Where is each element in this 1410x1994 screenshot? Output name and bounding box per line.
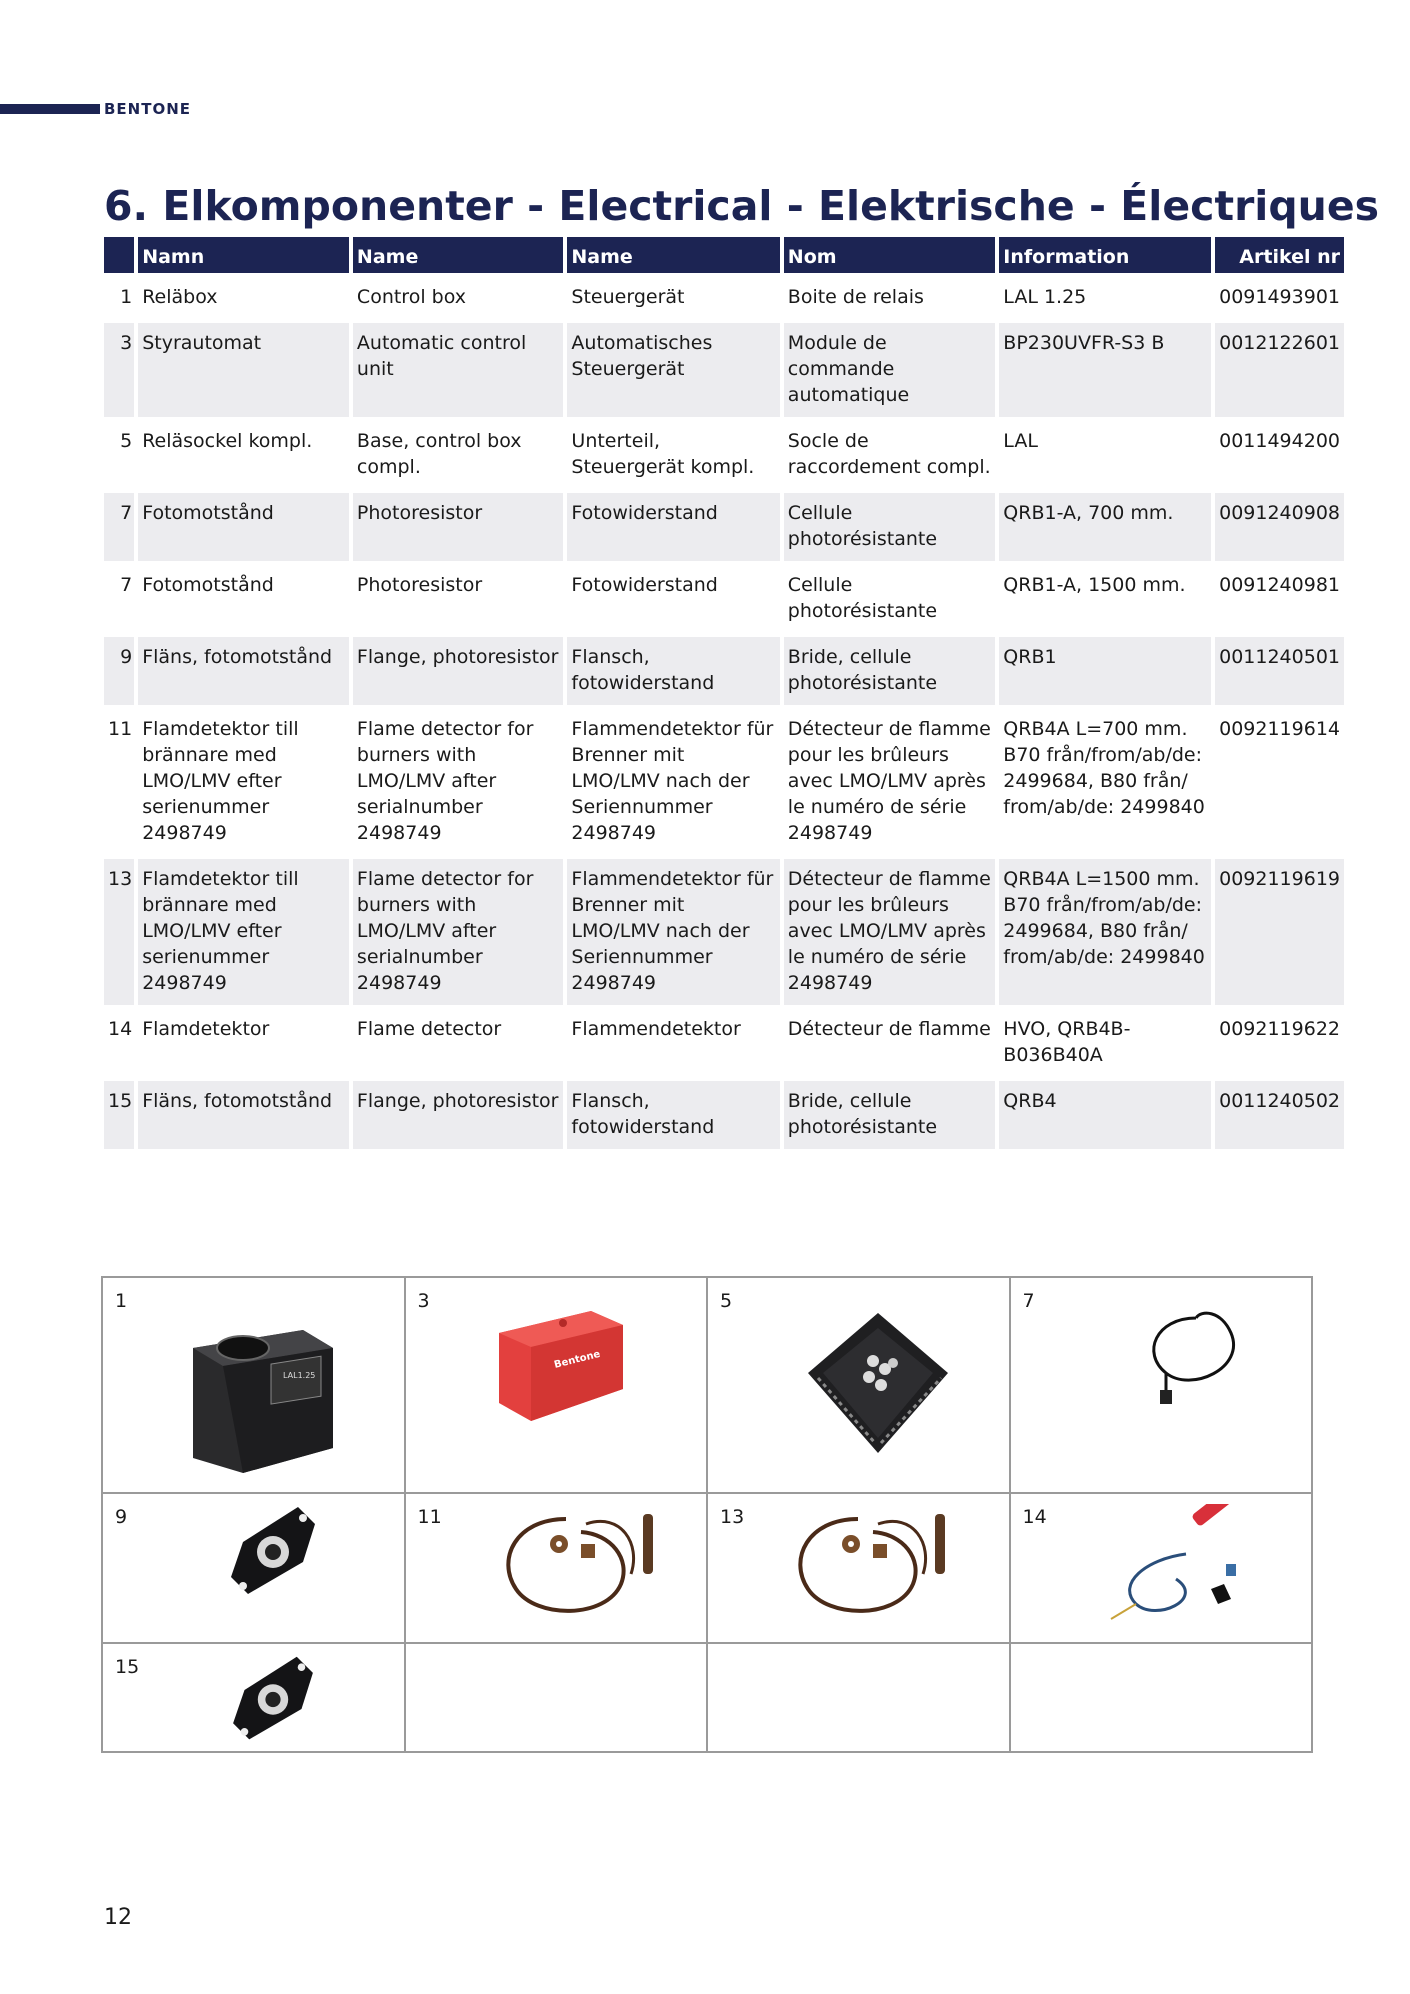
cell-number: 14 <box>1022 1506 1047 1528</box>
row-de: Unterteil, Steuergerät kompl. <box>571 430 755 478</box>
row-pos: 5 <box>120 430 133 452</box>
row-sv: Reläbox <box>142 286 218 308</box>
row-sv: Fläns, fotomotstånd <box>138 637 349 705</box>
row-en: Flame detector for burners with LMO/LMV after serialnumber 2498749 <box>353 859 563 1005</box>
image-cell <box>405 1277 708 1493</box>
image-cell <box>405 1493 708 1643</box>
row-fr: Boite de relais <box>787 286 924 308</box>
table-row <box>104 493 1344 561</box>
image-cell <box>102 1643 405 1752</box>
row-info: QRB4A L=700 mm. B70 från/from/ab/de: 2499684, B80 från/ from/ab/de: 2499840 <box>1003 718 1205 818</box>
row-en: Flame detector <box>356 1018 502 1040</box>
relay-box-label: LAL1.25 <box>283 1371 316 1380</box>
empty-cell <box>1010 1643 1313 1752</box>
table-row <box>104 709 1344 855</box>
cell-number: 15 <box>115 1656 140 1678</box>
relay-box-image <box>183 1308 343 1478</box>
row-pos: 1 <box>120 286 133 308</box>
row-en: Photoresistor <box>356 574 483 596</box>
row-fr: Socle de raccordement compl. <box>787 430 991 478</box>
row-art: 0011240501 <box>1215 637 1344 705</box>
row-fr: Détecteur de flamme pour les brûleurs avec LMO/LMV après le numéro de série 2498749 <box>784 859 996 1005</box>
control-unit-image <box>491 1293 631 1433</box>
header-nom: Nom <box>784 237 996 273</box>
table-row <box>104 277 1344 319</box>
row-info: LAL 1.25 <box>1003 286 1087 308</box>
row-en: Flange, photoresistor <box>353 1081 563 1149</box>
header-artikel-nr: Artikel nr <box>1215 237 1344 273</box>
row-fr: Module de commande automatique <box>784 323 996 417</box>
table-row <box>104 421 1344 489</box>
table-header-row <box>104 237 1344 273</box>
photoresistor-cable-image <box>1136 1298 1256 1408</box>
row-en: Flange, photoresistor <box>353 637 563 705</box>
row-info: QRB1-A, 700 mm. <box>999 493 1211 561</box>
row-fr: Cellule photorésistante <box>787 574 938 622</box>
flame-detector-hvo-image <box>1106 1504 1246 1629</box>
row-de: Fotowiderstand <box>571 574 718 596</box>
row-fr: Détecteur de flamme <box>787 1018 991 1040</box>
table-row <box>104 637 1344 705</box>
header-name-de: Name <box>567 237 779 273</box>
image-cell <box>1010 1277 1313 1493</box>
relay-base-image <box>803 1303 953 1463</box>
flame-detector-cable-image <box>783 1504 953 1629</box>
section-title: 6. Elkomponenter - Electrical - Elektrische - Électriques <box>104 182 1380 230</box>
cell-number: 13 <box>720 1506 745 1528</box>
row-pos: 11 <box>108 718 133 740</box>
parts-table <box>100 233 1348 1153</box>
image-cell <box>1010 1493 1313 1643</box>
flange-image <box>223 1652 323 1747</box>
row-en: Flame detector for burners with LMO/LMV after serialnumber 2498749 <box>356 718 534 844</box>
table-row <box>104 323 1344 417</box>
row-sv: Flamdetektor till brännare med LMO/LMV efter serienummer 2498749 <box>142 718 299 844</box>
row-info: HVO, QRB4B-B036B40A <box>1003 1018 1131 1066</box>
page-number: 12 <box>104 1905 132 1930</box>
row-en: Photoresistor <box>353 493 563 561</box>
control-unit-label: Bentone <box>552 1348 601 1371</box>
cell-number: 9 <box>115 1506 128 1528</box>
row-en: Control box <box>356 286 466 308</box>
cell-number: 1 <box>115 1290 128 1312</box>
product-image-grid <box>101 1276 1313 1753</box>
image-cell <box>707 1277 1010 1493</box>
row-art: 0012122601 <box>1215 323 1344 417</box>
table-row <box>104 565 1344 633</box>
row-art: 0091493901 <box>1219 286 1340 308</box>
row-en: Automatic control unit <box>353 323 563 417</box>
cell-number: 7 <box>1022 1290 1035 1312</box>
row-sv: Fläns, fotomotstånd <box>138 1081 349 1149</box>
row-info: QRB1-A, 1500 mm. <box>1003 574 1186 596</box>
cell-number: 11 <box>417 1506 442 1528</box>
row-pos: 3 <box>104 323 134 417</box>
row-de: Automatisches Steuergerät <box>567 323 779 417</box>
row-fr: Bride, cellule photorésistante <box>784 637 996 705</box>
row-pos: 7 <box>120 574 133 596</box>
row-de: Steuergerät <box>571 286 685 308</box>
table-row <box>104 1081 1344 1149</box>
header-namn: Namn <box>138 237 349 273</box>
row-pos: 9 <box>104 637 134 705</box>
brand-name: BENTONE <box>104 100 192 118</box>
row-pos: 14 <box>108 1018 133 1040</box>
row-art: 0092119622 <box>1219 1018 1340 1040</box>
row-info: QRB4 <box>999 1081 1211 1149</box>
row-pos: 13 <box>104 859 134 1005</box>
header-name-en: Name <box>353 237 563 273</box>
row-art: 0092119619 <box>1215 859 1344 1005</box>
image-cell <box>707 1493 1010 1643</box>
row-de: Flammendetektor für Brenner mit LMO/LMV nach der Seriennummer 2498749 <box>571 718 774 844</box>
brand-bar <box>0 104 100 114</box>
header-pos <box>104 237 134 273</box>
cell-number: 5 <box>720 1290 733 1312</box>
flange-image <box>223 1502 323 1602</box>
row-fr: Bride, cellule photorésistante <box>784 1081 996 1149</box>
row-sv: Reläsockel kompl. <box>142 430 313 452</box>
row-sv: Flamdetektor till brännare med LMO/LMV efter serienummer 2498749 <box>138 859 349 1005</box>
row-art: 0091240981 <box>1219 574 1340 596</box>
row-de: Flammendetektor <box>571 1018 741 1040</box>
row-sv: Fotomotstånd <box>142 574 274 596</box>
row-info: BP230UVFR-S3 B <box>999 323 1211 417</box>
row-art: 0091240908 <box>1215 493 1344 561</box>
flame-detector-cable-image <box>491 1504 661 1629</box>
table-row <box>104 1009 1344 1077</box>
row-info: QRB1 <box>999 637 1211 705</box>
row-sv: Flamdetektor <box>142 1018 270 1040</box>
image-cell <box>102 1277 405 1493</box>
row-info: LAL <box>1003 430 1038 452</box>
row-pos: 7 <box>104 493 134 561</box>
row-fr: Cellule photorésistante <box>784 493 996 561</box>
row-art: 0011240502 <box>1215 1081 1344 1149</box>
row-art: 0011494200 <box>1219 430 1340 452</box>
row-sv: Fotomotstånd <box>138 493 349 561</box>
row-pos: 15 <box>104 1081 134 1149</box>
empty-cell <box>707 1643 1010 1752</box>
image-cell <box>102 1493 405 1643</box>
empty-cell <box>405 1643 708 1752</box>
row-de: Flansch, fotowiderstand <box>567 637 779 705</box>
row-fr: Détecteur de flamme pour les brûleurs avec LMO/LMV après le numéro de série 2498749 <box>787 718 991 844</box>
row-en: Base, control box compl. <box>356 430 522 478</box>
table-row <box>104 859 1344 1005</box>
row-art: 0092119614 <box>1219 718 1340 740</box>
cell-number: 3 <box>417 1290 430 1312</box>
row-info: QRB4A L=1500 mm. B70 från/from/ab/de: 2499684, B80 från/ from/ab/de: 2499840 <box>999 859 1211 1005</box>
row-de: Flansch, fotowiderstand <box>567 1081 779 1149</box>
row-de: Flammendetektor für Brenner mit LMO/LMV nach der Seriennummer 2498749 <box>567 859 779 1005</box>
header-information: Information <box>999 237 1211 273</box>
row-de: Fotowiderstand <box>567 493 779 561</box>
row-sv: Styrautomat <box>138 323 349 417</box>
